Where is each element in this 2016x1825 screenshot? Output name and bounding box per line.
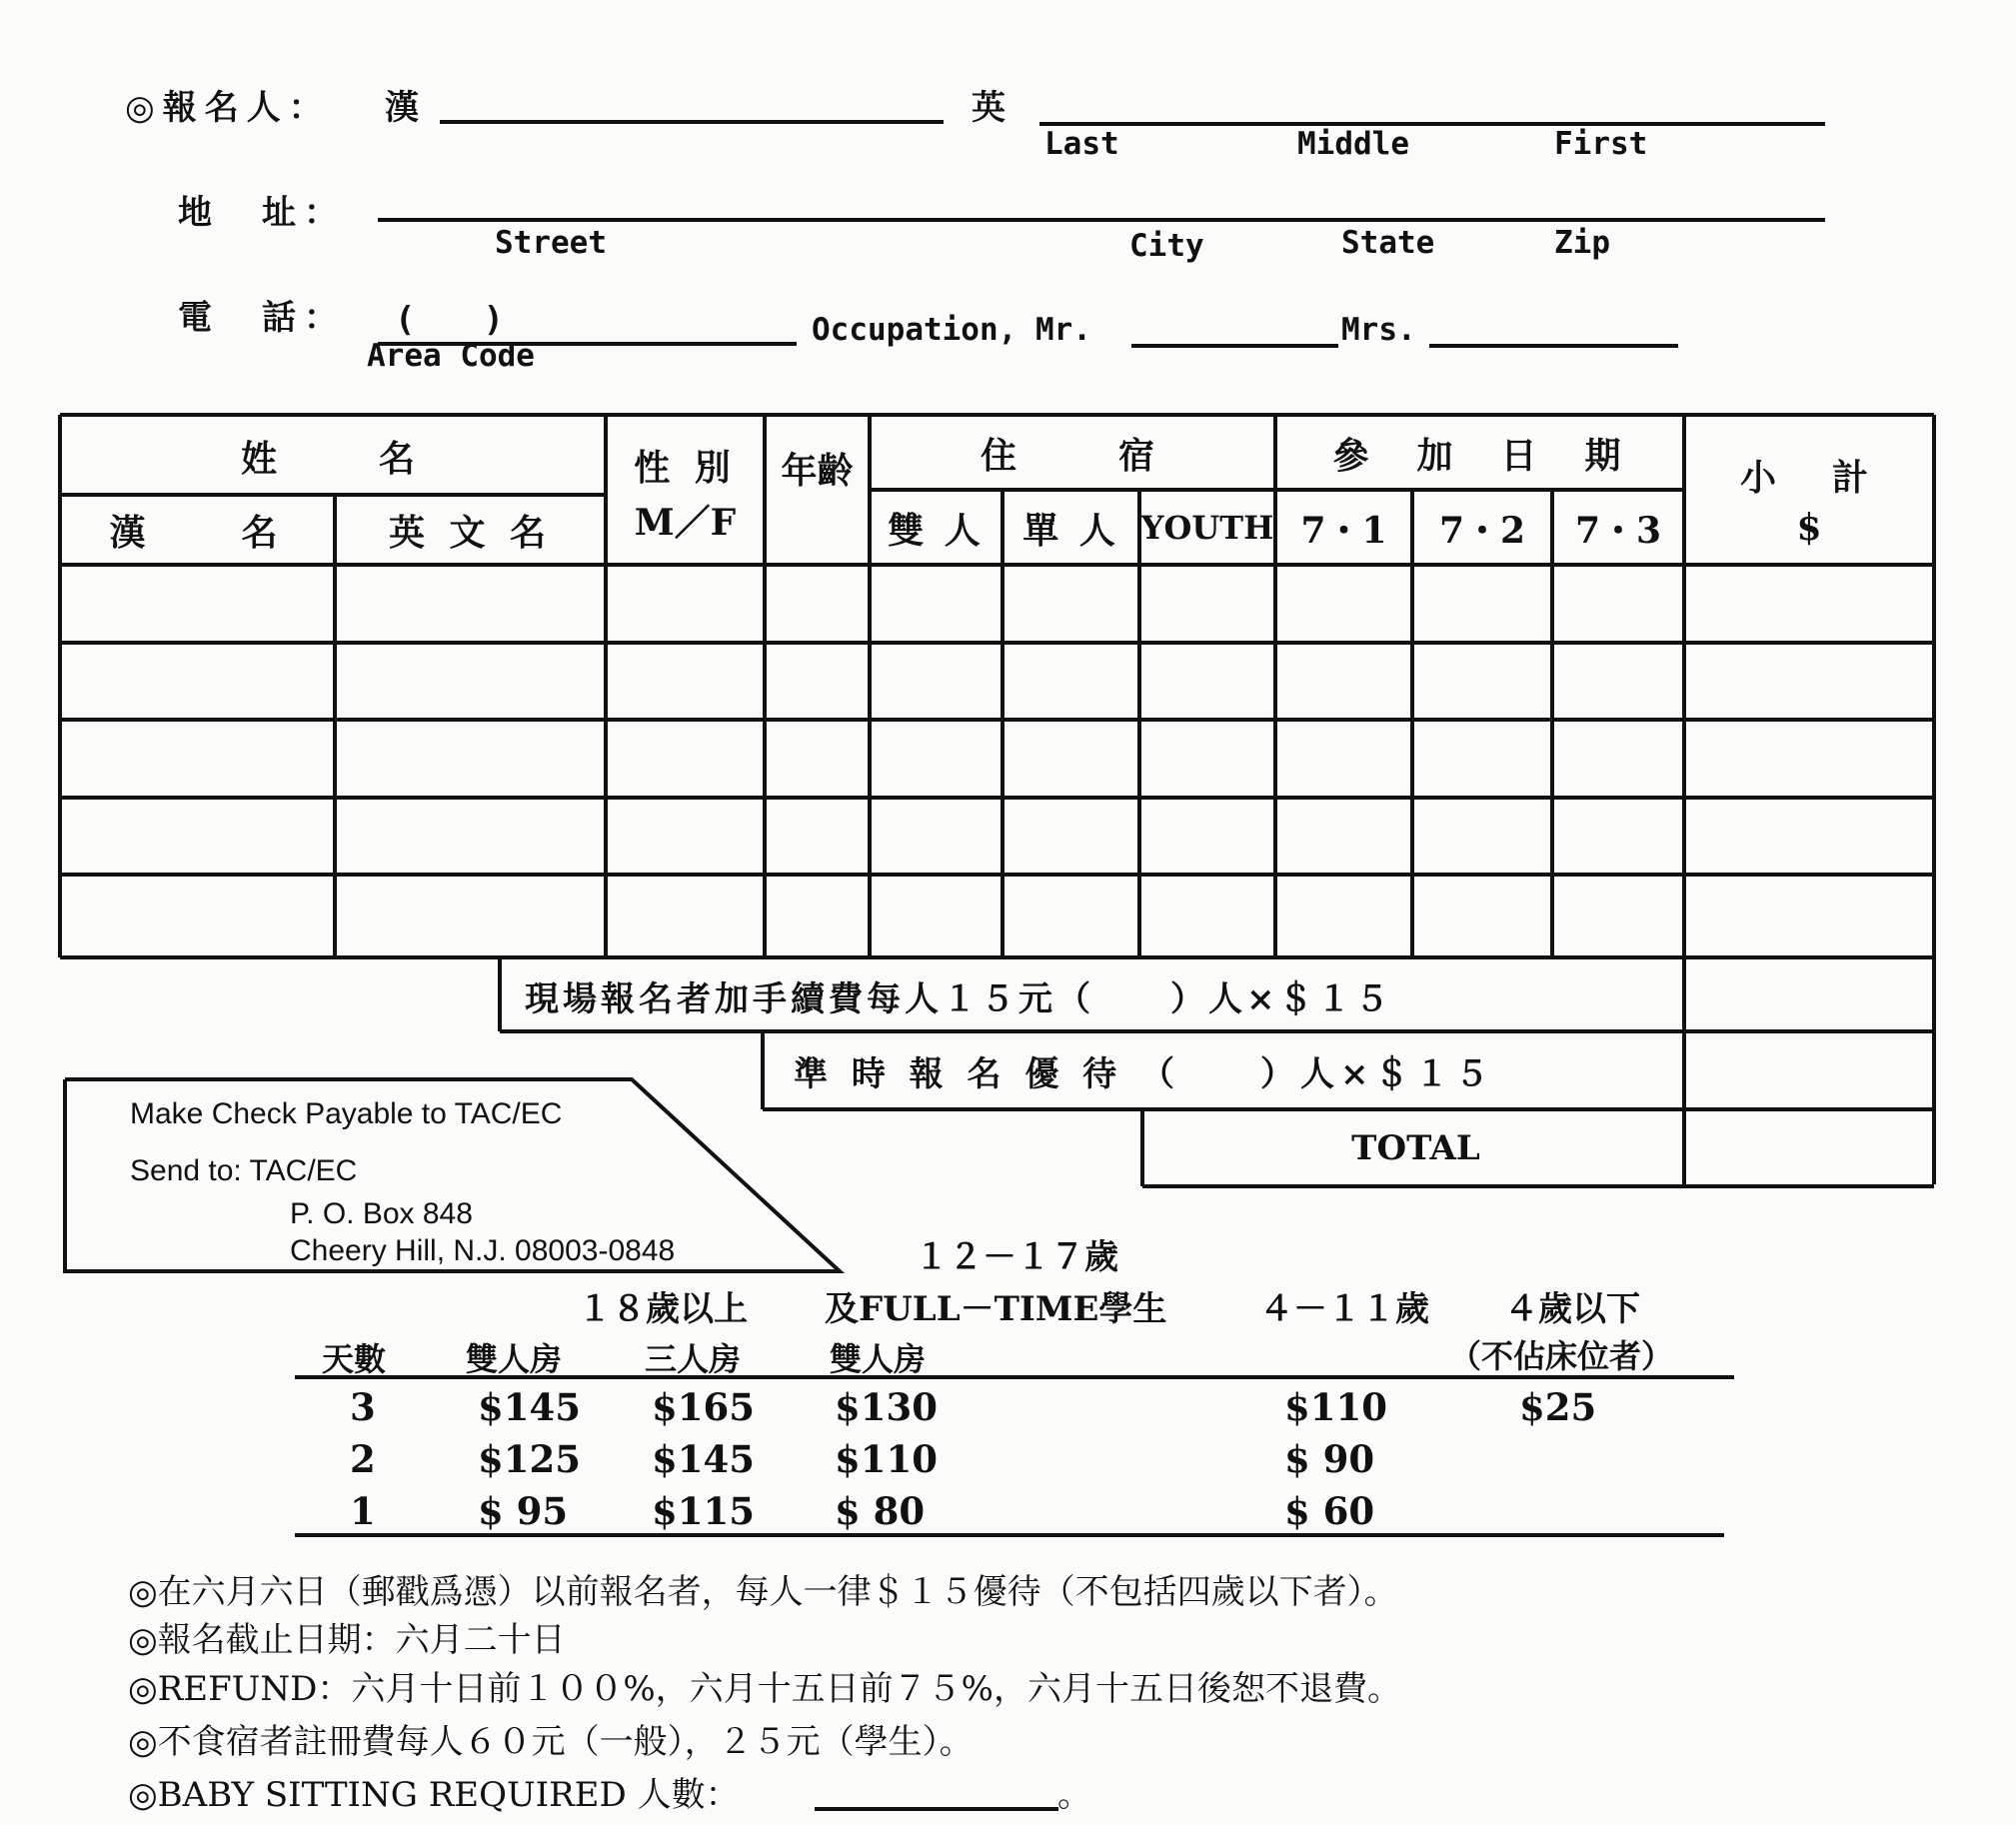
phone-label: 電 話： xyxy=(178,298,346,338)
name-group-header: 姓 名 xyxy=(240,437,425,480)
city-caption: City xyxy=(1129,228,1204,264)
note-refund: ◎REFUND：六月十日前１００%，六月十五日前７５%，六月十五日後恕不退費。 xyxy=(128,1669,1401,1709)
rate-row-infant: $25 xyxy=(1519,1385,1597,1429)
english-name-header: 英 文 名 xyxy=(388,511,553,554)
triple-room-rate-header: 三人房 xyxy=(645,1340,742,1378)
rate-row-triple: $165 xyxy=(652,1385,755,1429)
infant-age-label: ４歲以下 xyxy=(1504,1289,1640,1329)
last-name-caption: Last xyxy=(1044,126,1119,162)
middle-name-caption: Middle xyxy=(1297,126,1409,162)
baby-sitting-count-input[interactable] xyxy=(815,1775,1058,1811)
late-fee-row: 現場報名者加手續費每人１５元（ ）人×＄１５ xyxy=(525,978,1393,1019)
rate-row-teen: $130 xyxy=(835,1385,938,1429)
note-registration-fee: ◎不食宿者註冊費每人６０元（一般），２５元（學生）。 xyxy=(128,1722,974,1762)
note-deadline: ◎報名截止日期：六月二十日 xyxy=(128,1620,566,1660)
rate-row-days: 1 xyxy=(350,1489,376,1533)
payment-line-3: P. O. Box 848 xyxy=(290,1197,473,1230)
rate-row-child: $110 xyxy=(1284,1385,1387,1429)
double-room-rate-header: 雙人房 xyxy=(466,1340,563,1378)
street-caption: Street xyxy=(495,225,607,261)
payment-line-1: Make Check Payable to TAC/EC xyxy=(130,1097,563,1130)
youth-header: YOUTH xyxy=(1140,509,1274,547)
rate-row-child: $ 90 xyxy=(1284,1437,1375,1481)
date-7-1-header: 7・1 xyxy=(1300,509,1387,552)
total-label: TOTAL xyxy=(1351,1128,1480,1168)
rate-row-days: 2 xyxy=(350,1437,376,1481)
occupation-mrs-label: Mrs. xyxy=(1341,312,1416,348)
infant-sub-label: （不佔床位者） xyxy=(1449,1337,1674,1375)
english-name-label: 英 xyxy=(972,88,1013,128)
subtotal-header: 小 計 xyxy=(1739,456,1878,499)
gender-sub-header: M／F xyxy=(634,501,737,544)
applicant-label: ◎報名人： xyxy=(125,88,331,128)
payment-line-2: Send to: TAC/EC xyxy=(130,1154,358,1187)
state-caption: State xyxy=(1341,225,1435,261)
note-early-discount: ◎在六月六日（郵戳爲憑）以前報名者，每人一律＄１５優待（不包括四歲以下者）。 xyxy=(128,1572,1398,1612)
child-age-label: ４－１１歲 xyxy=(1259,1289,1429,1329)
note-baby-sitting-end: 。 xyxy=(1057,1775,1091,1815)
adult-age-label: １８歲以上 xyxy=(578,1289,748,1329)
rate-row-child: $ 60 xyxy=(1284,1489,1375,1533)
area-code-caption: Area Code xyxy=(367,338,535,374)
single-room-header: 單 人 xyxy=(1022,509,1119,552)
teen-double-room-header: 雙人房 xyxy=(830,1340,927,1378)
double-room-header: 雙 人 xyxy=(888,509,985,552)
rate-row-triple: $115 xyxy=(652,1489,755,1533)
phone-paren: ( ) xyxy=(395,300,504,340)
date-7-3-header: 7・3 xyxy=(1574,509,1662,552)
rate-row-teen: $110 xyxy=(835,1437,938,1481)
chinese-name-header: 漢 名 xyxy=(109,511,286,554)
rate-row-triple: $145 xyxy=(652,1437,755,1481)
address-label: 地 址： xyxy=(178,193,346,233)
zip-caption: Zip xyxy=(1554,225,1610,261)
rate-row-teen: $ 80 xyxy=(835,1489,926,1533)
rate-row-double: $ 95 xyxy=(478,1489,569,1533)
payment-line-4: Cheery Hill, N.J. 08003-0848 xyxy=(290,1234,676,1267)
chinese-name-label: 漢 xyxy=(385,88,427,128)
days-header: 天數 xyxy=(322,1340,387,1378)
occupation-mr-label: Occupation, Mr. xyxy=(812,312,1091,348)
rate-row-double: $145 xyxy=(478,1385,581,1429)
early-discount-row: 準 時 報 名 優 待 （ ）人×＄１５ xyxy=(794,1053,1495,1094)
first-name-caption: First xyxy=(1554,126,1648,162)
gender-header: 性 別 xyxy=(634,446,737,489)
student-label: 及FULL－TIME學生 xyxy=(825,1289,1167,1329)
age-header: 年齡 xyxy=(781,449,854,492)
note-baby-sitting: ◎BABY SITTING REQUIRED 人數： xyxy=(128,1775,740,1815)
date-7-2-header: 7・2 xyxy=(1438,509,1526,552)
dates-group-header: 參 加 日 期 xyxy=(1332,434,1627,477)
rate-row-days: 3 xyxy=(350,1385,376,1429)
subtotal-currency: $ xyxy=(1796,506,1822,549)
teen-age-label: １２－１７歲 xyxy=(915,1237,1118,1277)
rate-row-double: $125 xyxy=(478,1437,581,1481)
lodging-group-header: 住 宿 xyxy=(980,434,1164,477)
